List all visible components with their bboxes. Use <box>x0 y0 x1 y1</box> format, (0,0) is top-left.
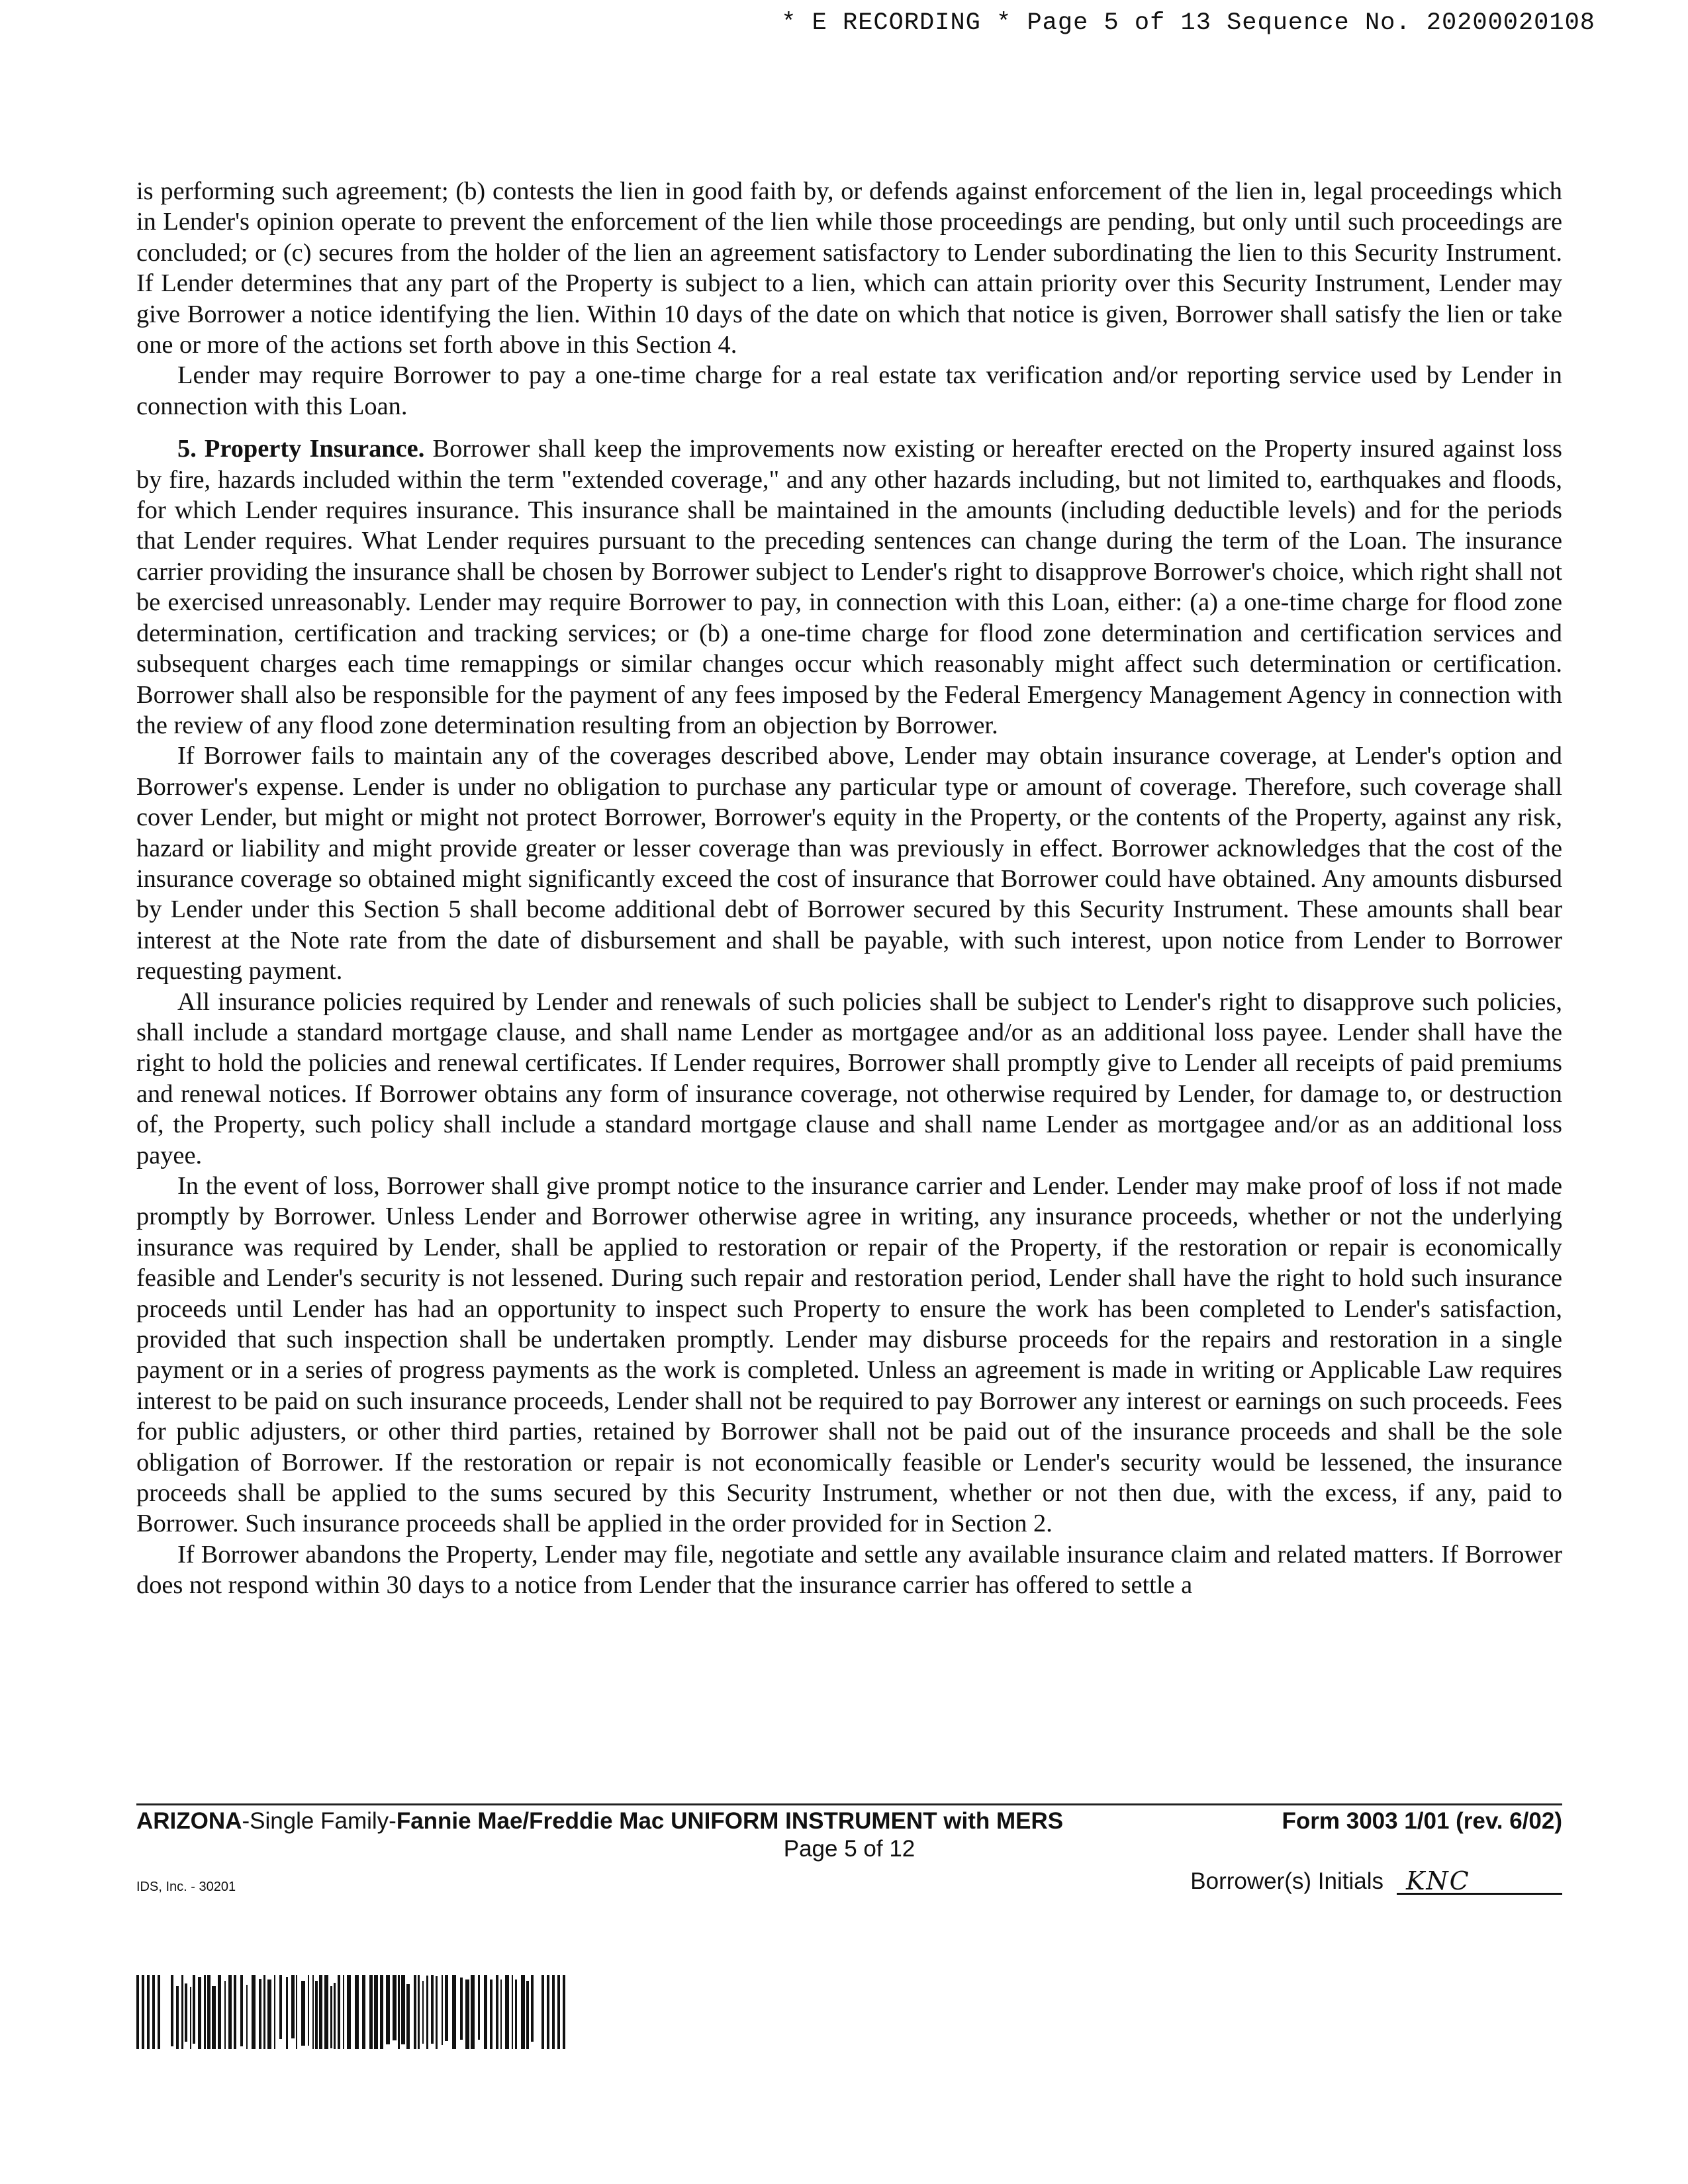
paragraph-insurance-policies: All insurance policies required by Lender and renewals of such policies shall be subject to Lender's right to disapprove such policies, shall include a standard mortgage clause, and shall name Lender as mortgagee and/or as an additional loss payee. Lender shall have the right to hold the policies and renewal certificates. If Lender requires, Borrower shall promptly give to Lender all receipts of paid premiums and renewal notices. If Borrower obtains any form of insurance coverage, not otherwise required by Lender, for damage to, or destruction of, the Property, such policy shall include a standard mortgage clause and shall name Lender as mortgagee and/or as an additional loss payee. <box>136 987 1562 1169</box>
recording-header: * E RECORDING * Page 5 of 13 Sequence No. 20200020108 <box>781 9 1595 37</box>
vendor-code: IDS, Inc. - 30201 <box>136 1880 236 1894</box>
form-type: -Single Family- <box>242 1808 397 1834</box>
form-title <box>136 1808 1063 1835</box>
borrower-initials <box>1190 1866 1562 1895</box>
paragraph-tax-verification: Lender may require Borrower to pay a one-time charge for a real estate tax verification and/or reporting service used by Lender in connection with this Loan. <box>136 361 1562 420</box>
form-instrument: Fannie Mae/Freddie Mac UNIFORM INSTRUMENT with MERS <box>396 1808 1064 1834</box>
barcode-image <box>136 1975 586 2049</box>
footer-form-line <box>136 1808 1562 1835</box>
paragraph-continuation: is performing such agreement; (b) contests the lien in good faith by, or defends against enforcement of the lien in, legal proceedings which in Lender's opinion operate to prevent the enforcement of the lien while those proceedings are pending, but only until such proceedings are concluded; or (c) secures from the holder of the lien an agreement satisfactory to Lender subordinating the lien to this Security Instrument. If Lender determines that any part of the Property is subject to a lien, which can attain priority over this Security Instrument, Lender may give Borrower a notice identifying the lien. Within 10 days of the date on which that notice is given, Borrower shall satisfy the lien or take one or more of the actions set forth above in this Section 4. <box>136 177 1562 359</box>
paragraph-abandonment: If Borrower abandons the Property, Lender may file, negotiate and settle any available insurance claim and related matters. If Borrower does not respond within 30 days to a notice from Lender that the insurance carrier has offered to settle a <box>136 1540 1562 1600</box>
paragraph-event-of-loss: In the event of loss, Borrower shall give prompt notice to the insurance carrier and Lender. Lender may make proof of loss if not made promptly by Borrower. Unless Lender and Borrower otherwise agree in writing, any insurance proceeds, whether or not the underlying insurance was required by Lender, shall be applied to restoration or repair of the Property, if the restoration or repair is economically feasible and Lender's security is not lessened. During such repair and restoration period, Lender shall have the right to hold such insurance proceeds until Lender has had an opportunity to inspect such Property to ensure the work has been completed to Lender's satisfaction, provided that such inspection shall be undertaken promptly. Lender may disburse proceeds for the repairs and restoration in a single payment or in a series of progress payments as the work is completed. Unless an agreement is made in writing or Applicable Law requires interest to be paid on such insurance proceeds, Lender shall not be required to pay Borrower any interest or earnings on such proceeds. Fees for public adjusters, or other third parties, retained by Borrower shall not be paid out of the insurance proceeds and shall be the sole obligation of Borrower. If the restoration or repair is not economically feasible or Lender's security would be lessened, the insurance proceeds shall be applied to the sums secured by this Security Instrument, whether or not then due, with the excess, if any, paid to Borrower. Such insurance proceeds shall be applied in the order provided for in Section 2. <box>136 1172 1562 1538</box>
section-5-title: 5. Property Insurance. <box>177 435 425 463</box>
paragraph-failure-to-maintain: If Borrower fails to maintain any of the coverages described above, Lender may obtain insurance coverage, at Lender's option and Borrower's expense. Lender is under no obligation to purchase any particular type or amount of coverage. Therefore, such coverage shall cover Lender, but might or might not protect Borrower, Borrower's equity in the Property, or the contents of the Property, against any risk, hazard or liability and might provide greater or lesser coverage than was previously in effect. Borrower acknowledges that the cost of the insurance coverage so obtained might significantly exceed the cost of insurance that Borrower could have obtained. Any amounts disbursed by Lender under this Section 5 shall become additional debt of Borrower secured by this Security Instrument. These amounts shall bear interest at the Note rate from the date of disbursement and shall be payable, with such interest, upon notice from Lender to Borrower requesting payment. <box>136 742 1562 985</box>
document-body <box>136 176 1562 1601</box>
initials-label: Borrower(s) Initials <box>1190 1868 1383 1894</box>
form-footer <box>136 1808 1562 1895</box>
form-state: ARIZONA <box>136 1808 242 1834</box>
initials-handwritten: KNC <box>1406 1866 1470 1895</box>
form-number: Form 3003 1/01 (rev. 6/02) <box>1282 1808 1562 1834</box>
footer-divider <box>136 1803 1562 1805</box>
section-5-property-insurance <box>136 433 1562 741</box>
footer-bottom-line <box>136 1866 1562 1895</box>
page-number: Page 5 of 12 <box>783 1836 915 1862</box>
initials-signature-line <box>1397 1866 1562 1895</box>
section-5-text: Borrower shall keep the improvements now existing or hereafter erected on the Property insured against loss by fire, hazards included within the term "extended coverage," and any other hazards including, but not limited to, earthquakes and floods, for which Lender requires insurance. This insurance shall be maintained in the amounts (including deductible levels) and for the periods that Lender requires. What Lender requires pursuant to the preceding sentences can change during the term of the Loan. The insurance carrier providing the insurance shall be chosen by Borrower subject to Lender's right to disapprove Borrower's choice, which right shall not be exercised unreasonably. Lender may require Borrower to pay, in connection with this Loan, either: (a) a one-time charge for flood zone determination, certification and tracking services; or (b) a one-time charge for flood zone determination and certification services and subsequent charges each time remappings or similar changes occur which reasonably might affect such determination or certification. Borrower shall also be responsible for the payment of any fees imposed by the Federal Emergency Management Agency in connection with the review of any flood zone determination resulting from an objection by Borrower. <box>136 435 1562 739</box>
